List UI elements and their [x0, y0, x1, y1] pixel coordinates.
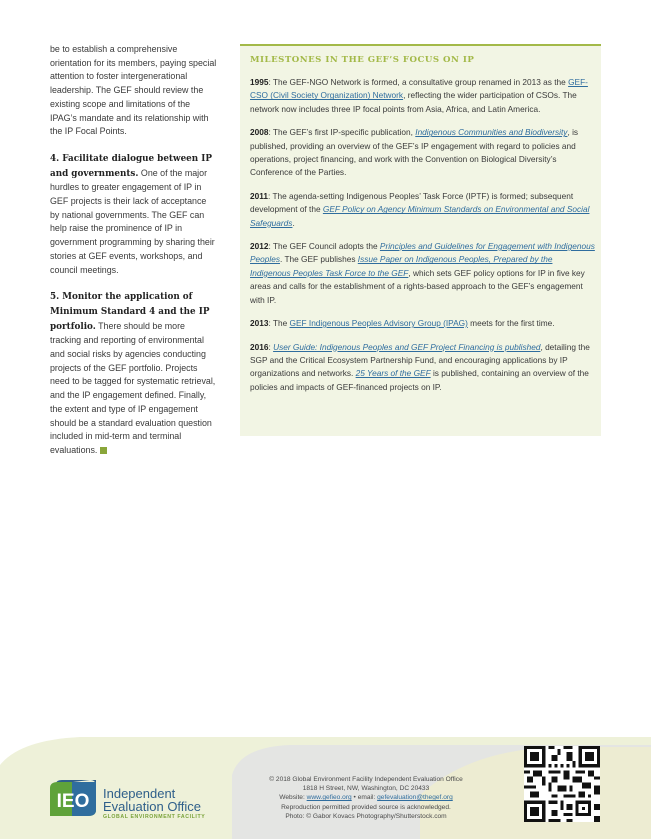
ipag-link[interactable]: GEF Indigenous Peoples Advisory Group (IPAG) [289, 318, 468, 329]
milestone-year: 2008 [250, 127, 269, 138]
milestone-year: 2016 [250, 341, 269, 352]
street-address: 1818 H Street, NW, Washington, DC 20433 [302, 785, 430, 793]
milestone-2011: 2011: The agenda-setting Indigenous Peoples’ Task Force (IPTF) is formed; subsequent development of the GEF Policy on Agency Minimum Standards on Environmental and Social Safeguards. [250, 190, 590, 228]
logo-name-line1: Independent [103, 786, 176, 801]
milestone-1995: 1995: The GEF-NGO Network is formed, a consultative group renamed in 2013 as the GEF-CSO (Civil Society Organization) Network, reflecting the wider participation of CSOs. The network now includes three IP focal points from Asia, Africa, and Latin America. [250, 77, 588, 114]
milestone-year: 1995 [250, 77, 269, 87]
principles-guidelines-link[interactable]: Principles and Guidelines for Engagement with Indigenous Peoples [250, 241, 595, 265]
ieo-logo-icon [50, 780, 96, 818]
reproduction-note: Reproduction permitted provided source is acknowledged. [281, 803, 451, 811]
recommendation-4 [50, 152, 218, 277]
gef-cso-network-link[interactable]: GEF-CSO (Civil Society Organization) Network [250, 77, 588, 101]
logo-subtitle: GLOBAL ENVIRONMENT FACILITY [103, 814, 206, 820]
milestone-2008: 2008: The GEF’s first IP-specific publication, Indigenous Communities and Biodiversity, is published, providing an overview of the GEF’s IP engagement with regard to policies and operations, project financing, and work with the Convention on Biological Diversity’s Conference of the Parties. [250, 127, 579, 178]
indigenous-communities-biodiversity-link[interactable]: Indigenous Communities and Biodiversity [415, 127, 568, 138]
milestones-list [250, 76, 595, 404]
25-years-gef-link[interactable]: 25 Years of the GEF [355, 368, 431, 379]
milestone-year: 2012 [250, 241, 269, 252]
photo-credit: Photo: © Gabor Kovacs Photography/Shutterstock.com [285, 812, 447, 820]
left-column [50, 43, 218, 471]
copyright-line: © 2018 Global Environment Facility Independent Evaluation Office [269, 776, 463, 783]
contact-line: Website: www.gefieo.org • email: gefevaluation@thegef.org [279, 794, 453, 802]
footer-address-block [246, 775, 486, 821]
intro-paragraph: be to establish a comprehensive orientation for its members, paying special attention to foster intergenerational leadership. The GEF should review the existing scope and limitations of the IPAG’s mandate and its relationship with the IP Focal Points. [50, 44, 217, 137]
email-link[interactable]: gefevaluation@thegef.org [377, 794, 453, 802]
end-of-article-marker [100, 447, 107, 454]
qr-code-icon[interactable] [524, 746, 600, 822]
milestone-year: 2013 [250, 318, 269, 329]
user-guide-link[interactable]: User Guide: Indigenous Peoples and GEF Project Financing is published [273, 341, 541, 352]
milestone-2013: 2013: The GEF Indigenous Peoples Advisory Group (IPAG) meets for the first time. [250, 318, 555, 329]
milestone-year: 2011 [250, 190, 268, 201]
recommendation-5 [50, 290, 218, 457]
safeguards-policy-link[interactable]: GEF Policy on Agency Minimum Standards on Environmental and Social Safeguards [250, 204, 590, 228]
recommendation-4-text: One of the major hurdles to greater engagement of IP in GEF projects is their lack of acceptance by national governments. The GEF can help raise the prominence of IP in government programming by sharing their stories at GEF events, workshops, and council meetings. [50, 167, 215, 275]
recommendation-4-heading: 4. Facilitate dialogue between IP and governments. [50, 153, 212, 179]
issue-paper-link[interactable]: Issue Paper on Indigenous Peoples, Prepared by the Indigenous Peoples Task Force to the GEF [250, 254, 553, 278]
milestones-title: MILESTONES IN THE GEF’S FOCUS ON IP [250, 55, 475, 65]
recommendation-5-text: There should be more tracking and reporting of environmental and social risks by agencies conducting projects of the GEF portfolio. Projects need to be tagged for systematic retrieval, and the IP engagement defined. Finally, the extent and type of IP engagement should be a standard evaluation question included in mid-term and terminal evaluations. [50, 320, 216, 455]
website-link[interactable]: www.gefieo.org [306, 794, 352, 802]
milestones-box [240, 44, 601, 436]
logo-name-line2: Evaluation Office [103, 799, 202, 814]
milestone-2012: 2012: The GEF Council adopts the Principles and Guidelines for Engagement with Indigenous Peoples. The GEF publishes Issue Paper on Indigenous Peoples, Prepared by the Indigenous Peoples Task Force to the GEF, which sets GEF policy options for IP in five key areas and calls for the establishment of a rights-based approach to the GEF’s engagement with IP. [250, 241, 595, 305]
logo-letters: IEO [56, 791, 90, 812]
recommendation-5-heading: 5. Monitor the application of Minimum Standard 4 and the IP portfolio. [50, 292, 210, 332]
milestone-2016: 2016: User Guide: Indigenous Peoples and GEF Project Financing is published, detailing the SGP and the Critical Ecosystem Partnership Fund, and encouraging applications by IP organizations and networks. 25 Years of the GEF is published, containing an overview of the policies and impacts of GEF-financed projects on IP. [250, 341, 590, 392]
